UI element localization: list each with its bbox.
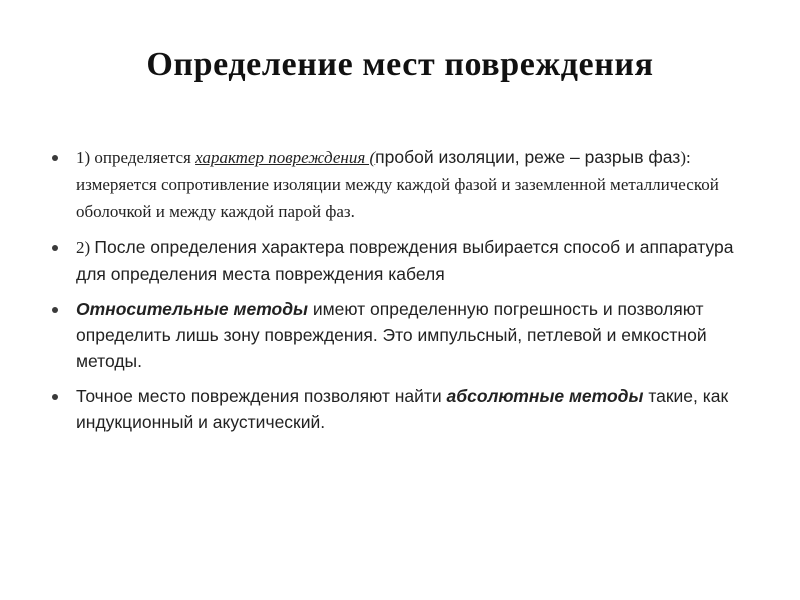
- bullet-4-part-1: Точное место повреждения позволяют найти: [76, 386, 447, 406]
- bullet-1-part-4: ): измеряется сопротивление изоляции между каждой фазой и заземленной металлической оболочкой и между каждой парой фаз.: [76, 148, 719, 221]
- bullet-3-part-2: имеют определенную погрешность и позволяют определить лишь зону повреждения. Это импульсный, петлевой и емкостной методы.: [76, 299, 707, 371]
- bullet-item-1: [52, 144, 752, 225]
- bullet-1-part-2: характер повреждения (: [195, 148, 376, 167]
- bullet-item-4: [52, 383, 752, 435]
- slide-title: Определение мест повреждения: [146, 46, 654, 83]
- bullet-3-part-1: Относительные методы: [76, 299, 308, 319]
- bullet-1-part-3: пробой изоляции, реже – разрыв фаз: [375, 147, 681, 167]
- bullet-1-part-1: 1) определяется: [76, 148, 196, 167]
- bullet-2-part-1: 2): [76, 238, 95, 257]
- bullet-item-2: [52, 234, 752, 287]
- bullet-4-part-3: такие, как индукционный и акустический.: [76, 386, 729, 432]
- bullet-item-3: [52, 296, 752, 374]
- bullet-4-part-2: абсолютные методы: [446, 386, 644, 406]
- bullet-2-part-2: После определения характера повреждения выбирается способ и аппаратура для определения места повреждения кабеля: [76, 237, 734, 284]
- bullet-list: [52, 144, 752, 444]
